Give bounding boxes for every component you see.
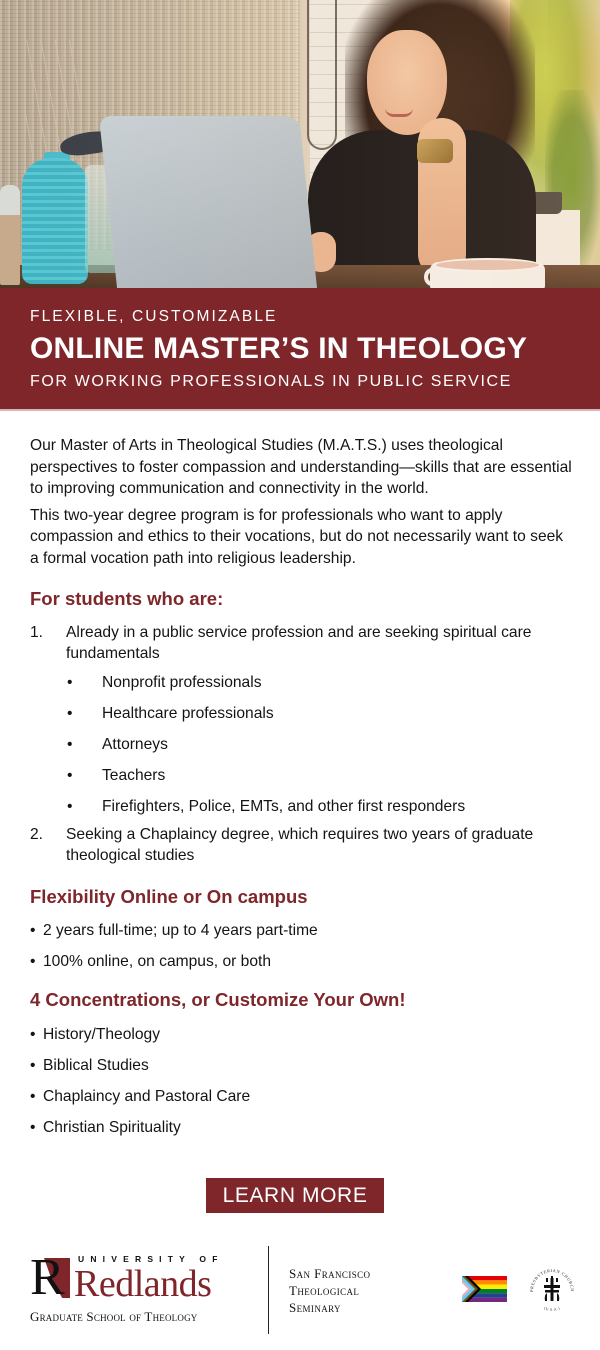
list-item-text: 2 years full-time; up to 4 years part-time: [43, 922, 318, 939]
university-of-redlands-logo[interactable]: [30, 1254, 256, 1328]
banner-title: ONLINE MASTER’S IN THEOLOGY: [30, 332, 528, 365]
list-number: 1.: [30, 624, 44, 641]
learn-more-button[interactable]: LEARN MORE: [206, 1178, 384, 1213]
list-item: [30, 824, 575, 866]
sfts-logo[interactable]: [289, 1265, 370, 1316]
hero-photo: [0, 0, 600, 288]
seal-bottom-text: (U.S.A.): [543, 1306, 561, 1312]
intro-paragraph: Our Master of Arts in Theological Studies (M.A.T.S.) uses theological perspectives to foster compassion and understanding—skills that are essential to improving communication and connectivity in the world.: [30, 437, 572, 498]
list-item-text: Firefighters, Police, EMTs, and other first responders: [102, 798, 466, 815]
list-number: 2.: [30, 826, 44, 843]
bullet-icon: •: [30, 1119, 36, 1136]
list-item: [66, 667, 575, 698]
list-item-text: Seeking a Chaplaincy degree, which requires two years of graduate theological studies: [66, 826, 534, 864]
list-item: [30, 1085, 250, 1116]
logo-initial: R: [30, 1254, 65, 1302]
bullet-icon: •: [30, 1088, 36, 1105]
bullet-icon: •: [67, 767, 73, 784]
students-heading: For students who are:: [30, 588, 224, 609]
list-item: [66, 698, 575, 729]
bullet-icon: •: [30, 1026, 36, 1043]
intro-paragraph: This two-year degree program is for professionals who want to apply compassion and ethics to their vocations, but do not necessarily want to seek a formal vocation path into religious leadership.: [30, 506, 564, 567]
list-item-text: Nonprofit professionals: [102, 674, 262, 691]
logo-divider: [268, 1246, 269, 1334]
bullet-icon: •: [30, 953, 36, 970]
bullet-icon: •: [67, 674, 73, 691]
bullet-icon: •: [67, 736, 73, 753]
profession-list: [66, 667, 575, 822]
list-item-text: Teachers: [102, 767, 166, 784]
bullet-icon: •: [30, 1057, 36, 1074]
concentrations-heading: 4 Concentrations, or Customize Your Own!: [30, 989, 406, 1010]
list-item: [30, 950, 318, 981]
warm-overlay: [0, 0, 600, 288]
list-item: [30, 919, 318, 950]
logo-r-mark: [30, 1254, 70, 1302]
banner-kicker: FLEXIBLE, CUSTOMIZABLE: [30, 308, 278, 325]
list-item: [30, 622, 575, 822]
banner-divider: [0, 409, 600, 411]
list-item: [30, 1054, 250, 1085]
list-item-text: Attorneys: [102, 736, 168, 753]
list-item: [66, 729, 575, 760]
list-item: [30, 1116, 250, 1147]
logo-university-of: UNIVERSITY OF: [78, 1254, 224, 1264]
students-list: [30, 622, 575, 866]
list-item-text: Christian Spirituality: [43, 1119, 181, 1136]
bullet-icon: •: [30, 922, 36, 939]
seal-top-text: PRESBYTERIAN CHURCH: [528, 1267, 576, 1293]
list-item-text: History/Theology: [43, 1026, 160, 1043]
flexibility-list: [30, 919, 318, 981]
presbyterian-church-seal-icon: [528, 1265, 576, 1313]
logo-top-row: [30, 1254, 256, 1305]
headline-banner: [0, 288, 600, 409]
list-item: [66, 791, 575, 822]
banner-subtitle: FOR WORKING PROFESSIONALS IN PUBLIC SERVICE: [30, 373, 512, 390]
list-item-text: Chaplaincy and Pastoral Care: [43, 1088, 251, 1105]
intro-section: [30, 435, 575, 570]
flexibility-heading: Flexibility Online or On campus: [30, 886, 308, 907]
logo-school-name: Graduate School of Theology: [30, 1309, 198, 1324]
list-item-text: 100% online, on campus, or both: [43, 953, 271, 970]
list-item: [30, 1023, 250, 1054]
concentrations-list: [30, 1023, 250, 1147]
sfts-line: Theological: [289, 1283, 360, 1298]
svg-text:(U.S.A.): [543, 1306, 561, 1312]
list-item: [66, 760, 575, 791]
bullet-icon: •: [67, 705, 73, 722]
bullet-icon: •: [67, 798, 73, 815]
sfts-line: San Francisco: [289, 1266, 371, 1281]
sfts-line: Seminary: [289, 1300, 341, 1315]
list-item-text: Biblical Studies: [43, 1057, 149, 1074]
logo-redlands: Redlands: [74, 1263, 212, 1305]
progress-pride-flag-icon: [462, 1276, 507, 1302]
list-item-text: Healthcare professionals: [102, 705, 274, 722]
list-item-text: Already in a public service profession and are seeking spiritual care fundamentals: [66, 624, 532, 662]
